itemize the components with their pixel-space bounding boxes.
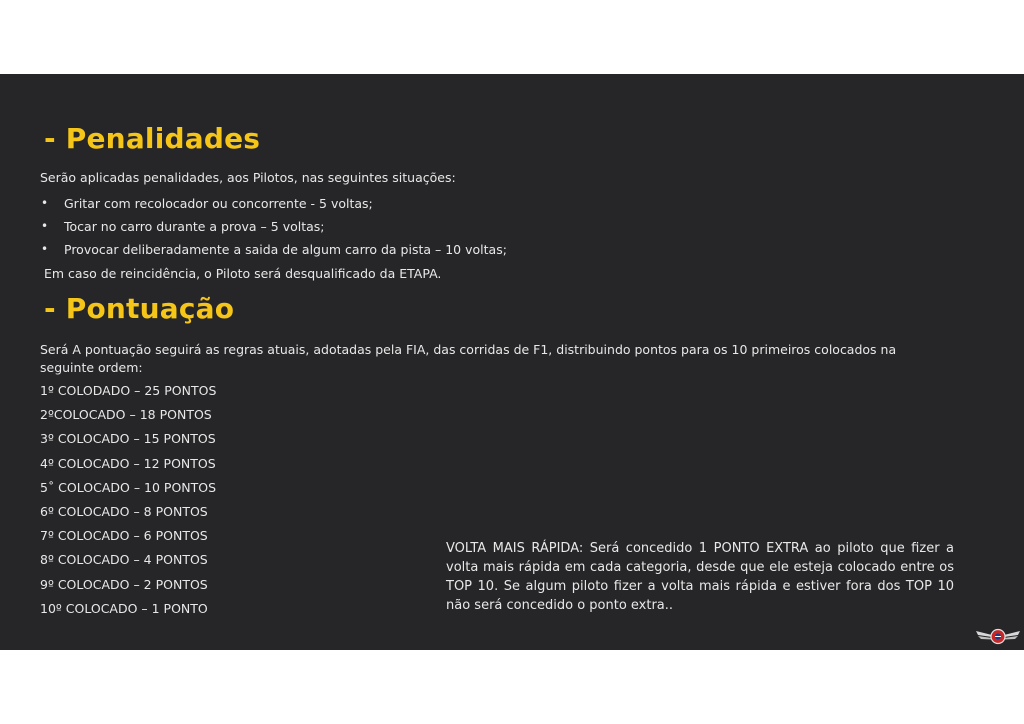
penalties-list — [40, 192, 507, 261]
bullet: • — [41, 219, 49, 233]
recurrence-note: Em caso de reincidência, o Piloto será desqualificado da ETAPA. — [44, 266, 442, 281]
penalties-heading: - Penalidades — [44, 122, 261, 155]
slide — [0, 74, 1024, 650]
list-item: 6º COLOCADO – 8 PONTOS — [40, 503, 208, 519]
list-item: 2ºCOLOCADO – 18 PONTOS — [40, 407, 212, 423]
scoring-heading: - Pontuação — [44, 292, 235, 325]
list-item: 7º COLOCADO – 6 PONTOS — [40, 528, 208, 544]
scoring-intro: Será A pontuação seguirá as regras atuais, adotadas pela FIA, das corridas de F1, distribuindo pontos para os 10 primeiros colocados na seguinte ordem: — [40, 342, 897, 375]
fastest-lap-note: VOLTA MAIS RÁPIDA: Será concedido 1 PONTO EXTRA ao piloto que fizer a volta mais rápida em cada categoria, desde que ele esteja colocado entre os TOP 10. Se algum piloto fizer a volta mais rápida e estiver fora dos TOP 10 não será concedido o ponto extra.. — [446, 541, 954, 613]
list-item: • Provocar deliberadamente a saida de algum carro da pista – 10 voltas; — [40, 238, 507, 261]
list-item: 8º COLOCADO – 4 PONTOS — [40, 552, 208, 568]
list-item: 3º COLOCADO – 15 PONTOS — [40, 431, 216, 447]
bullet: • — [41, 196, 49, 210]
list-item: 1º COLODADO – 25 PONTOS — [40, 383, 217, 398]
winged-emblem-icon — [974, 626, 1022, 646]
list-item: 10º COLOCADO – 1 PONTO — [40, 600, 208, 616]
bullet: • — [41, 242, 49, 256]
list-item: 4º COLOCADO – 12 PONTOS — [40, 455, 216, 471]
list-item: 9º COLOCADO – 2 PONTOS — [40, 576, 208, 592]
list-item: • Gritar com recolocador ou concorrente - 5 voltas; — [40, 192, 507, 215]
list-item: 5˚ COLOCADO – 10 PONTOS — [40, 479, 217, 495]
list-item: • Tocar no carro durante a prova – 5 voltas; — [40, 215, 507, 238]
penalties-intro: Serão aplicadas penalidades, aos Pilotos, nas seguintes situações: — [40, 170, 456, 185]
points-list — [40, 379, 216, 621]
